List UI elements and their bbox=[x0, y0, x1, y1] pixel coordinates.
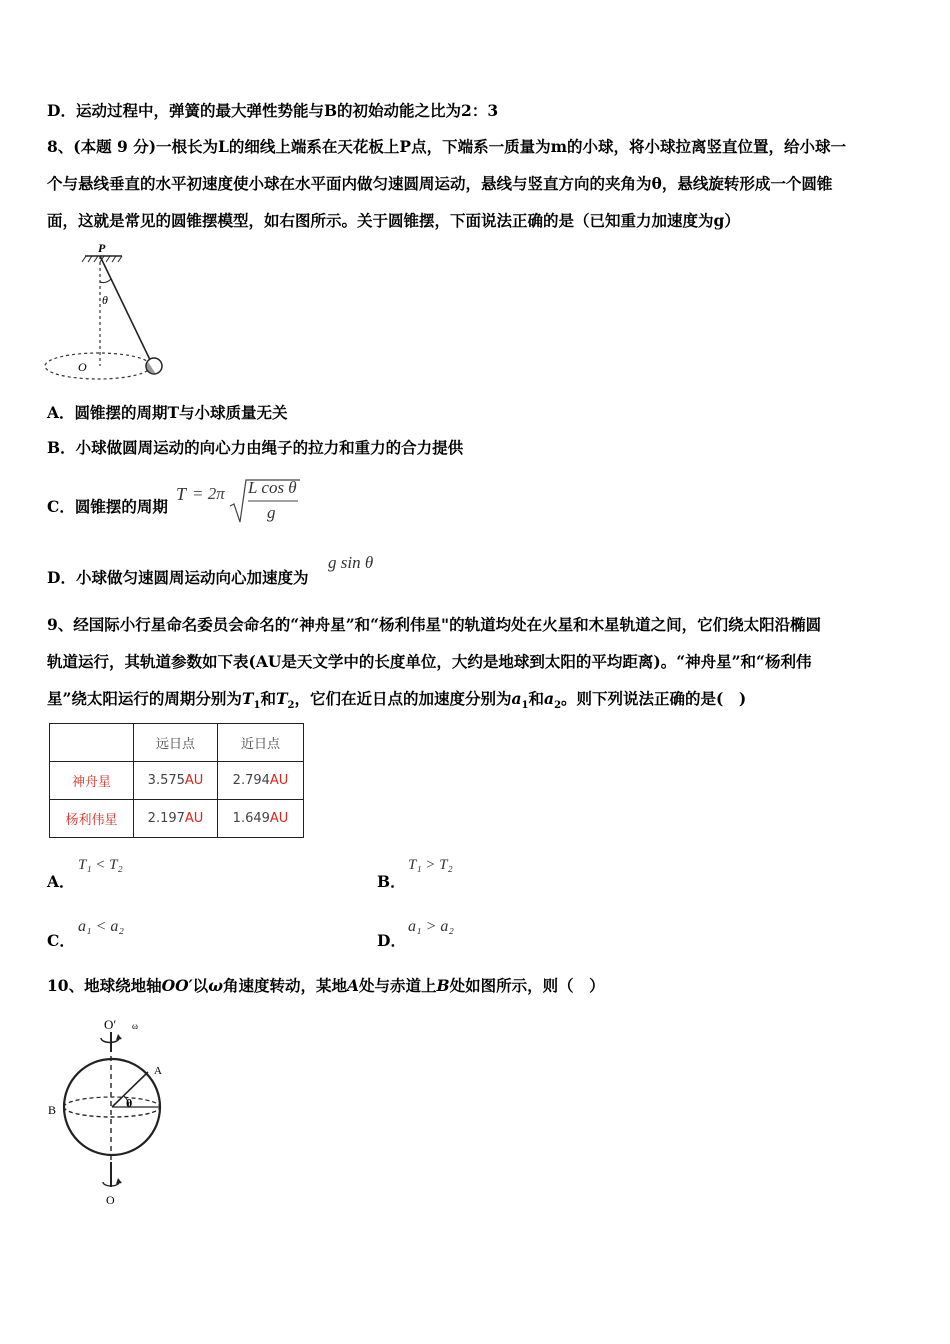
label-o-bottom: O bbox=[106, 1193, 115, 1207]
q9-option-d-formula: a₁ > a₂ bbox=[408, 918, 454, 935]
table-cell-aphelion: 2.197AU bbox=[134, 800, 218, 838]
q8-stem-line2: 个与悬线垂直的水平初速度使小球在水平面内做匀速圆周运动，悬线与竖直方向的夹角为θ，悬线旋转形成一个圆锥 bbox=[47, 174, 833, 193]
label-theta-earth: θ bbox=[126, 1096, 133, 1110]
table-cell-perihelion: 1.649AU bbox=[218, 800, 304, 838]
q9-option-b-formula: T₁ > T₂ bbox=[408, 857, 453, 873]
q9-option-a-label: A． bbox=[47, 872, 75, 891]
q9-option-c-formula: a₁ < a₂ bbox=[78, 918, 124, 935]
prev-option-d: D．运动过程中，弹簧的最大弹性势能与B的初始动能之比为2：3 bbox=[47, 101, 499, 120]
label-theta: θ bbox=[102, 293, 108, 307]
q9-stem-line2: 轨道运行，其轨道参数如下表(AU是天文学中的长度单位，大约是地球到太阳的平均距离)。“神舟星”和“杨利伟 bbox=[47, 652, 812, 671]
label-p: P bbox=[98, 241, 106, 255]
table-header-cell: 远日点 bbox=[134, 724, 218, 762]
q9-stem-line3: 星”绕太阳运行的周期分别为$T_1$和$T_2$，它们在近日点的加速度分别为$a_1$和$a_2$。则下列说法正确的是( ) bbox=[47, 689, 747, 712]
label-a: A bbox=[154, 1065, 162, 1077]
q8-option-b: B．小球做圆周运动的向心力由绳子的拉力和重力的合力提供 bbox=[47, 438, 464, 457]
q8-option-d-label: D．小球做匀速圆周运动向心加速度为 bbox=[47, 568, 309, 587]
table-row bbox=[50, 762, 304, 800]
q8-option-c-formula: T = 2π L cos θ g bbox=[176, 476, 316, 526]
q9-option-c-label: C． bbox=[47, 931, 75, 950]
q9-stem-line1: 9、经国际小行星命名委员会命名的“神舟星”和“杨利伟星"的轨道均处在火星和木星轨道之间，它们绕太阳沿椭圆 bbox=[47, 615, 822, 634]
q9-option-d-label: D． bbox=[377, 931, 406, 950]
q9-option-a-formula: T₁ < T₂ bbox=[78, 857, 123, 873]
q10-stem-line1: 10、地球绕地轴OO′以ω角速度转动，某地A处与赤道上B处如图所示，则（ ） bbox=[47, 976, 605, 995]
orbit-parameters-table bbox=[49, 723, 304, 838]
table-header-cell: 近日点 bbox=[218, 724, 304, 762]
q9-option-b-label: B． bbox=[377, 872, 406, 891]
table-cell-name: 杨利伟星 bbox=[50, 800, 134, 838]
q8-option-c-label: C．圆锥摆的周期 bbox=[47, 497, 168, 516]
q8-stem-line3: 面，这就是常见的圆锥摆模型，如右图所示。关于圆锥摆，下面说法正确的是（已知重力加速度为g） bbox=[47, 211, 740, 230]
table-cell-aphelion: 3.575AU bbox=[134, 762, 218, 800]
label-omega: ω bbox=[132, 1021, 138, 1031]
table-row bbox=[50, 800, 304, 838]
label-o-prime: O′ bbox=[104, 1017, 117, 1032]
earth-rotation-figure bbox=[40, 1012, 180, 1207]
q8-stem-line1: 8、(本题 9 分)一根长为L的细线上端系在天花板上P点，下端系一质量为m的小球，将小球拉离竖直位置，给小球一 bbox=[47, 137, 846, 156]
label-o: O bbox=[78, 360, 87, 374]
table-cell-perihelion: 2.794AU bbox=[218, 762, 304, 800]
label-b: B bbox=[48, 1103, 57, 1117]
table-header-row bbox=[50, 724, 304, 762]
q8-option-a: A．圆锥摆的周期T与小球质量无关 bbox=[47, 403, 288, 422]
table-cell-name: 神舟星 bbox=[50, 762, 134, 800]
q8-option-d-formula: g sin θ bbox=[328, 553, 374, 572]
table-header-cell bbox=[50, 724, 134, 762]
conical-pendulum-figure bbox=[40, 240, 170, 385]
